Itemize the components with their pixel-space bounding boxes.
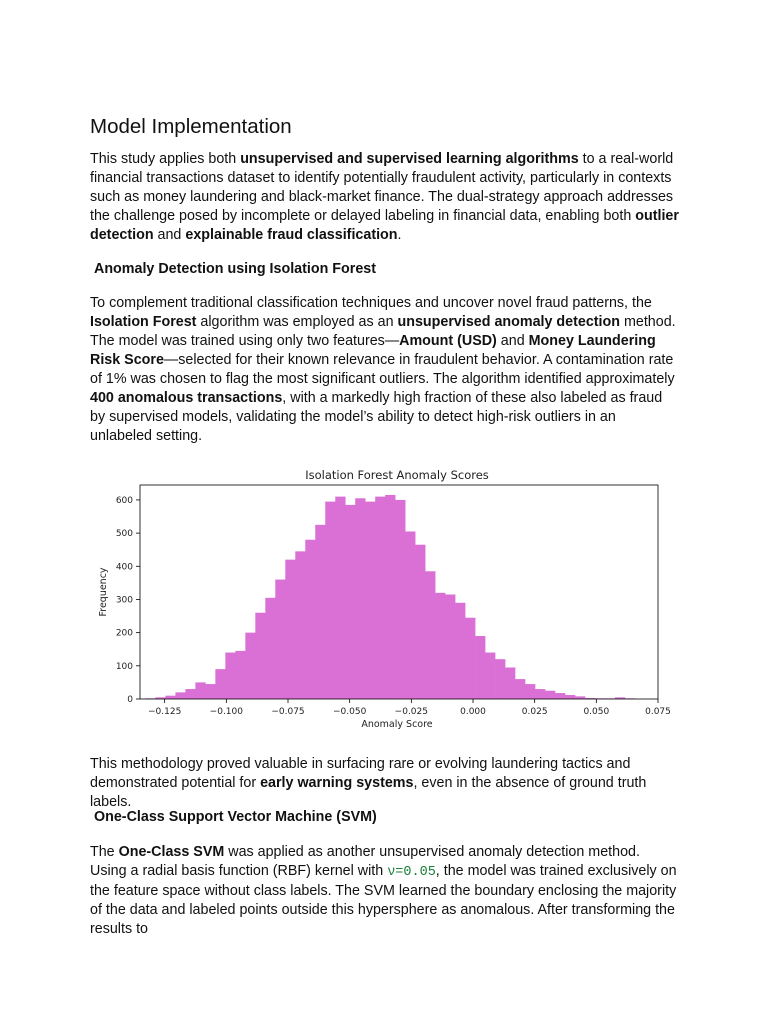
- histogram-bar: [525, 684, 535, 699]
- histogram-bar: [545, 691, 555, 699]
- x-tick-label: −0.050: [333, 707, 367, 717]
- meth-bold-1: early warning systems: [260, 775, 414, 791]
- isolation-paragraph: [90, 294, 680, 446]
- histogram-svg: [95, 462, 680, 732]
- iso-bold-1: Isolation Forest: [90, 314, 197, 330]
- page-title: Model Implementation: [90, 115, 292, 138]
- histogram-bar: [265, 598, 275, 699]
- iso-bold-3: Amount (USD): [399, 333, 497, 349]
- histogram-bar: [365, 502, 375, 699]
- iso-text-2: algorithm was employed as an: [196, 314, 398, 330]
- iso-text-4: and: [496, 333, 529, 349]
- histogram-bar: [285, 560, 295, 699]
- anomaly-score-histogram: [95, 462, 680, 732]
- x-tick-label: 0.025: [521, 707, 548, 717]
- isolation-forest-heading: Anomaly Detection using Isolation Forest: [94, 261, 377, 277]
- histogram-bar: [415, 545, 425, 699]
- histogram-bar: [465, 618, 475, 699]
- y-tick-label: 500: [115, 529, 133, 540]
- histogram-bar: [235, 651, 245, 699]
- histogram-bar: [435, 593, 445, 699]
- meth-text-2: , even in the absence of ground truth labels.: [90, 775, 647, 810]
- y-tick-label: 300: [115, 595, 133, 606]
- y-tick-label: 200: [115, 628, 133, 639]
- iso-text-3: method. The model was trained using only two features—: [90, 314, 676, 349]
- histogram-bar: [325, 502, 335, 699]
- histogram-bar: [495, 659, 505, 699]
- x-tick-label: −0.100: [209, 707, 243, 717]
- iso-text-5: —selected for their known relevance in fraudulent behavior. A contamination rate of 1% was chosen to flag the most significant outliers. The algorithm identified approximately: [90, 352, 675, 387]
- y-axis-label: Frequency: [98, 567, 109, 617]
- histogram-bar: [375, 497, 385, 699]
- intro-paragraph: [90, 150, 680, 245]
- histogram-bar: [295, 551, 305, 699]
- nu-parameter-code: ν=0.05: [387, 865, 436, 880]
- intro-bold-2: outlier detection: [90, 208, 679, 243]
- histogram-bar: [355, 498, 365, 699]
- x-tick-label: −0.075: [271, 707, 305, 717]
- iso-text-6: , with a markedly high fraction of these also labeled as fraud by supervised models, validating the model’s ability to detect high-risk outliers in an unlabeled setting.: [90, 390, 663, 444]
- chart-title: Isolation Forest Anomaly Scores: [305, 468, 489, 482]
- histogram-bars: [145, 495, 635, 699]
- histogram-bar: [345, 505, 355, 699]
- histogram-bar: [475, 636, 485, 699]
- histogram-bar: [245, 633, 255, 699]
- x-tick-label: 0.000: [460, 707, 486, 717]
- y-tick-label: 400: [115, 562, 133, 573]
- intro-text-2: to a real-world financial transactions dataset to identify potentially fraudulent activity, particularly in contexts such as money laundering and black-market finance. The dual-strategy approach addresses the challenge posed by incomplete or delayed labeling in financial data, enabling both: [90, 151, 674, 224]
- x-tick-label: −0.125: [148, 707, 182, 717]
- histogram-bar: [335, 497, 345, 699]
- svm-text-1: The: [90, 844, 119, 860]
- histogram-bar: [425, 571, 435, 699]
- x-axis-label: Anomaly Score: [361, 719, 433, 730]
- histogram-bar: [515, 679, 525, 699]
- histogram-bar: [565, 695, 575, 699]
- svm-text-3: , the model was trained exclusively on the feature space without class labels. The SVM learned the boundary enclosing the majority of the data and labeled points outside this hypersphere as anomalous. After transforming the results to: [90, 863, 677, 937]
- histogram-bar: [405, 531, 415, 699]
- x-tick-label: 0.050: [583, 707, 610, 717]
- histogram-bar: [455, 603, 465, 699]
- iso-text-1: To complement traditional classification techniques and uncover novel fraud patterns, the: [90, 295, 652, 311]
- y-tick-label: 0: [127, 695, 133, 705]
- histogram-bar: [255, 613, 265, 699]
- intro-bold-1: unsupervised and supervised learning algorithms: [240, 151, 579, 167]
- histogram-bar: [205, 684, 215, 699]
- x-axis: [148, 699, 671, 717]
- methodology-paragraph: [90, 755, 680, 812]
- y-axis: [116, 496, 140, 705]
- histogram-bar: [275, 580, 285, 699]
- svm-bold-1: One-Class SVM: [118, 844, 225, 860]
- x-tick-label: −0.025: [394, 707, 428, 717]
- histogram-bar: [315, 525, 325, 699]
- iso-bold-2: unsupervised anomaly detection: [397, 314, 620, 330]
- intro-bold-3: explainable fraud classification: [185, 227, 398, 243]
- histogram-bar: [505, 667, 515, 699]
- histogram-bar: [385, 495, 395, 699]
- intro-text-3: and: [153, 227, 186, 243]
- x-tick-label: 0.075: [645, 707, 671, 717]
- svm-heading: One-Class Support Vector Machine (SVM): [94, 809, 377, 825]
- iso-bold-4: Money Laundering Risk Score: [90, 333, 656, 368]
- iso-bold-5: 400 anomalous transactions: [90, 390, 283, 406]
- svm-text-2: was applied as another unsupervised anomaly detection method. Using a radial basis function (RBF) kernel with: [90, 844, 640, 879]
- intro-text-4: .: [397, 227, 402, 243]
- y-tick-label: 100: [115, 661, 133, 672]
- histogram-bar: [555, 693, 565, 699]
- intro-text-1: This study applies both: [90, 151, 241, 167]
- histogram-bar: [195, 682, 205, 699]
- histogram-bar: [165, 696, 175, 699]
- histogram-bar: [485, 653, 495, 699]
- histogram-bar: [535, 689, 545, 699]
- histogram-bar: [175, 692, 185, 699]
- histogram-bar: [305, 540, 315, 699]
- histogram-bar: [185, 689, 195, 699]
- histogram-bar: [445, 594, 455, 699]
- y-tick-label: 600: [115, 495, 133, 506]
- histogram-bar: [395, 500, 405, 699]
- histogram-bar: [225, 653, 235, 699]
- svm-paragraph: [90, 843, 680, 939]
- meth-text-1: This methodology proved valuable in surfacing rare or evolving laundering tactics and demonstrated potential for: [90, 756, 631, 791]
- histogram-bar: [215, 669, 225, 699]
